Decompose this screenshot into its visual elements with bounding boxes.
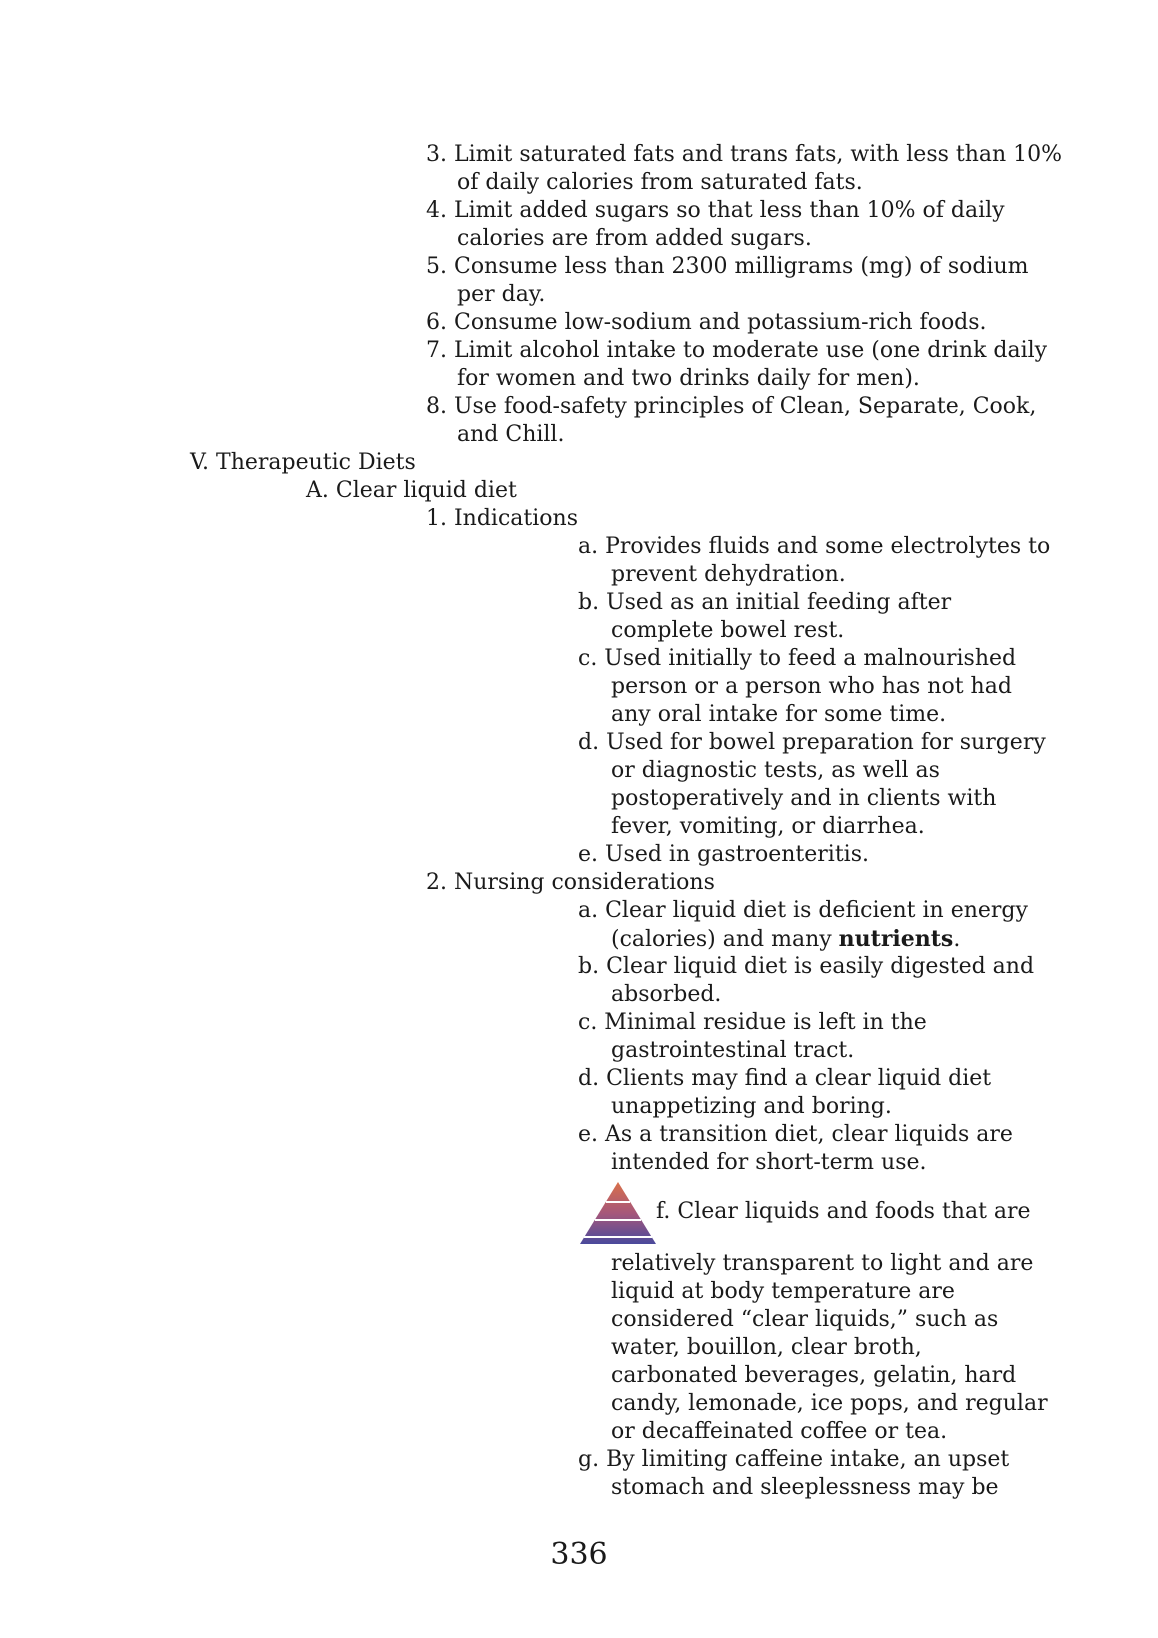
text-run: . <box>953 927 961 952</box>
list-item-continuation: of daily calories from saturated fats. <box>457 170 863 195</box>
list-item-continuation: considered “clear liquids,” such as <box>611 1307 999 1332</box>
list-item-continuation: any oral intake for some time. <box>611 702 947 727</box>
subsection-heading: A. Clear liquid diet <box>306 478 517 503</box>
bold-term: nutrients <box>838 926 954 952</box>
list-item-continuation: prevent dehydration. <box>611 562 846 587</box>
list-item: f. Clear liquids and foods that are <box>656 1199 1031 1224</box>
list-item-continuation: postoperatively and in clients with <box>611 786 997 811</box>
list-item: c. Minimal residue is left in the <box>578 1010 927 1035</box>
list-heading: 1. Indications <box>426 506 578 531</box>
list-item: a. Provides fluids and some electrolytes to <box>578 534 1051 559</box>
text-run: (calories) and many <box>611 927 839 952</box>
list-item: g. By limiting caffeine intake, an upset <box>578 1447 1010 1472</box>
list-item-continuation: fever, vomiting, or diarrhea. <box>611 814 925 839</box>
list-item-continuation: absorbed. <box>611 982 722 1007</box>
list-item: 7. Limit alcohol intake to moderate use (one drink daily <box>426 338 1048 363</box>
list-item: 5. Consume less than 2300 milligrams (mg) of sodium <box>426 254 1029 279</box>
list-item-continuation: or diagnostic tests, as well as <box>611 758 940 783</box>
list-item-continuation: water, bouillon, clear broth, <box>611 1335 922 1360</box>
list-item-continuation: candy, lemonade, ice pops, and regular <box>611 1391 1048 1416</box>
list-item-continuation: relatively transparent to light and are <box>611 1251 1034 1276</box>
list-item: e. Used in gastroenteritis. <box>578 842 869 867</box>
list-item: 3. Limit saturated fats and trans fats, with less than 10% <box>426 142 1063 167</box>
list-item: b. Clear liquid diet is easily digested and <box>578 954 1035 979</box>
list-heading: 2. Nursing considerations <box>426 870 715 895</box>
list-item-continuation: person or a person who has not had <box>611 674 1012 699</box>
list-item: 6. Consume low-sodium and potassium-rich foods. <box>426 310 987 335</box>
list-item: 4. Limit added sugars so that less than 10% of daily <box>426 198 1005 223</box>
list-item-continuation: per day. <box>457 282 546 307</box>
list-item-continuation: for women and two drinks daily for men). <box>457 366 920 391</box>
list-item-continuation: or decaffeinated coffee or tea. <box>611 1419 948 1444</box>
list-item-continuation: carbonated beverages, gelatin, hard <box>611 1363 1017 1388</box>
list-item: a. Clear liquid diet is deficient in energy <box>578 898 1028 923</box>
list-item: b. Used as an initial feeding after <box>578 590 952 615</box>
list-item-continuation: complete bowel rest. <box>611 618 845 643</box>
page-number: 336 <box>550 1537 608 1572</box>
list-item-continuation: and Chill. <box>457 422 565 447</box>
list-item: 8. Use food-safety principles of Clean, Separate, Cook, <box>426 394 1037 419</box>
list-item-continuation: intended for short-term use. <box>611 1150 927 1175</box>
list-item: e. As a transition diet, clear liquids are <box>578 1122 1013 1147</box>
list-item-continuation: gastrointestinal tract. <box>611 1038 855 1063</box>
list-item: d. Used for bowel preparation for surgery <box>578 730 1046 755</box>
food-pyramid-icon <box>578 1180 658 1246</box>
list-item-continuation: stomach and sleeplessness may be <box>611 1475 999 1500</box>
list-item: d. Clients may find a clear liquid diet <box>578 1066 992 1091</box>
list-item-continuation: calories are from added sugars. <box>457 226 812 251</box>
list-item-continuation: liquid at body temperature are <box>611 1279 955 1304</box>
section-heading: V. Therapeutic Diets <box>190 450 416 475</box>
list-item-continuation: unappetizing and boring. <box>611 1094 892 1119</box>
list-item-continuation <box>611 925 960 954</box>
list-item: c. Used initially to feed a malnourished <box>578 646 1017 671</box>
